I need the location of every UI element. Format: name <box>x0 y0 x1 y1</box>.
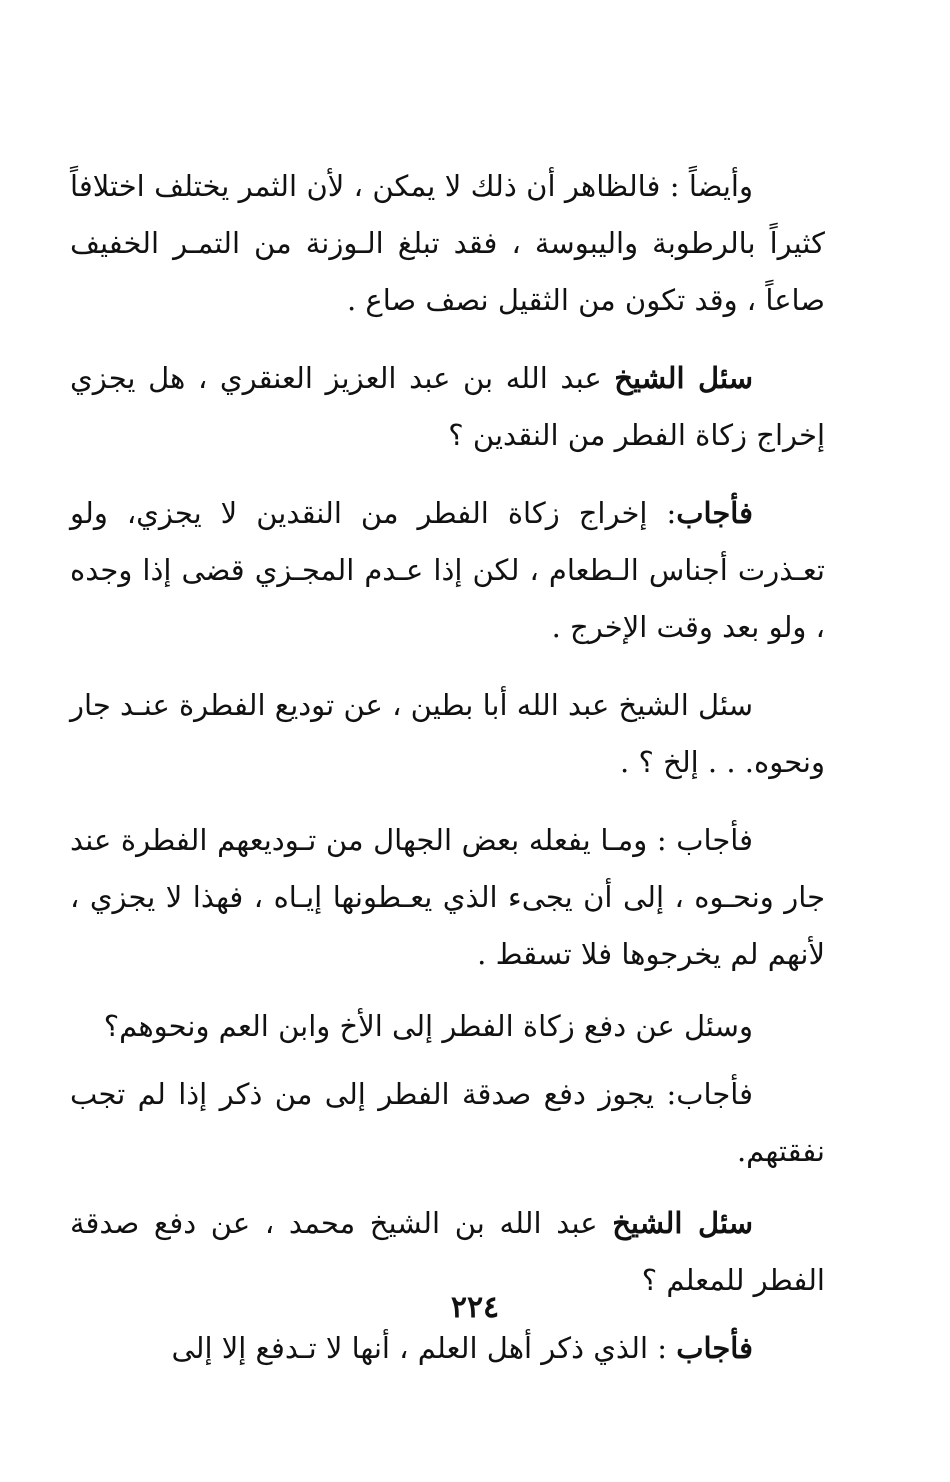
paragraph-9 <box>70 1320 825 1377</box>
page-number: ٢٢٤ <box>450 1290 500 1325</box>
paragraph-5 <box>70 812 825 983</box>
paragraph-5-text: فأجاب : ومـا يفعله بعض الجهال من تـوديعهم الفطرة عند جار ونحـوه ، إلى أن يجىء الذي يعـطونها إيـاه ، فهذا لا يجزي ، لأنهم لم يخرجوها فلا تسقط . <box>70 823 825 971</box>
paragraph-7 <box>70 1066 825 1180</box>
paragraph-9-text: : الذي ذكر أهل العلم ، أنها لا تـدفع إلا إلى <box>171 1331 677 1365</box>
paragraph-7-text: فأجاب: يجوز دفع صدقة الفطر إلى من ذكر إذا لم تجب نفقتهم. <box>70 1077 825 1168</box>
paragraph-3-lead: فأجاب <box>676 496 753 530</box>
paragraph-6 <box>70 998 825 1055</box>
paragraph-8-text: عبد الله بن الشيخ محمد ، عن دفع صدقة الفطر للمعلم ؟ <box>70 1206 825 1297</box>
paragraph-4 <box>70 677 825 791</box>
paragraph-4-text: سئل الشيخ عبد الله أبا بطين ، عن توديع الفطرة عنـد جار ونحوه. . . إلخ ؟ . <box>70 688 825 779</box>
page-text-body <box>70 158 825 1377</box>
paragraph-6-text: وسئل عن دفع زكاة الفطر إلى الأخ وابن العم ونحوهم؟ <box>103 1009 753 1043</box>
paragraph-9-lead: فأجاب <box>676 1331 753 1365</box>
paragraph-3 <box>70 485 825 656</box>
paragraph-2-lead: سئل الشيخ <box>614 361 753 395</box>
paragraph-1 <box>70 158 825 329</box>
paragraph-2 <box>70 350 825 464</box>
paragraph-8-lead: سئل الشيخ <box>612 1206 753 1240</box>
paragraph-3-text: : إخراج زكاة الفطر من النقدين لا يجزي، ولو تعـذرت أجناس الـطعام ، لكن إذا عـدم المجـزي قضى إذا وجده ، ولو بعد وقت الإخرج . <box>70 496 825 644</box>
paragraph-1-text: وأيضاً : فالظاهر أن ذلك لا يمكن ، لأن الثمر يختلف اختلافاً كثيراً بالرطوبة واليبوسة ، فقد تبلغ الـوزنة من التمـر الخفيف صاعاً ، وقد تكون من الثقيل نصف صاع . <box>70 169 825 317</box>
paragraph-2-text: عبد الله بن عبد العزيز العنقري ، هل يجزي إخراج زكاة الفطر من النقدين ؟ <box>70 361 825 452</box>
